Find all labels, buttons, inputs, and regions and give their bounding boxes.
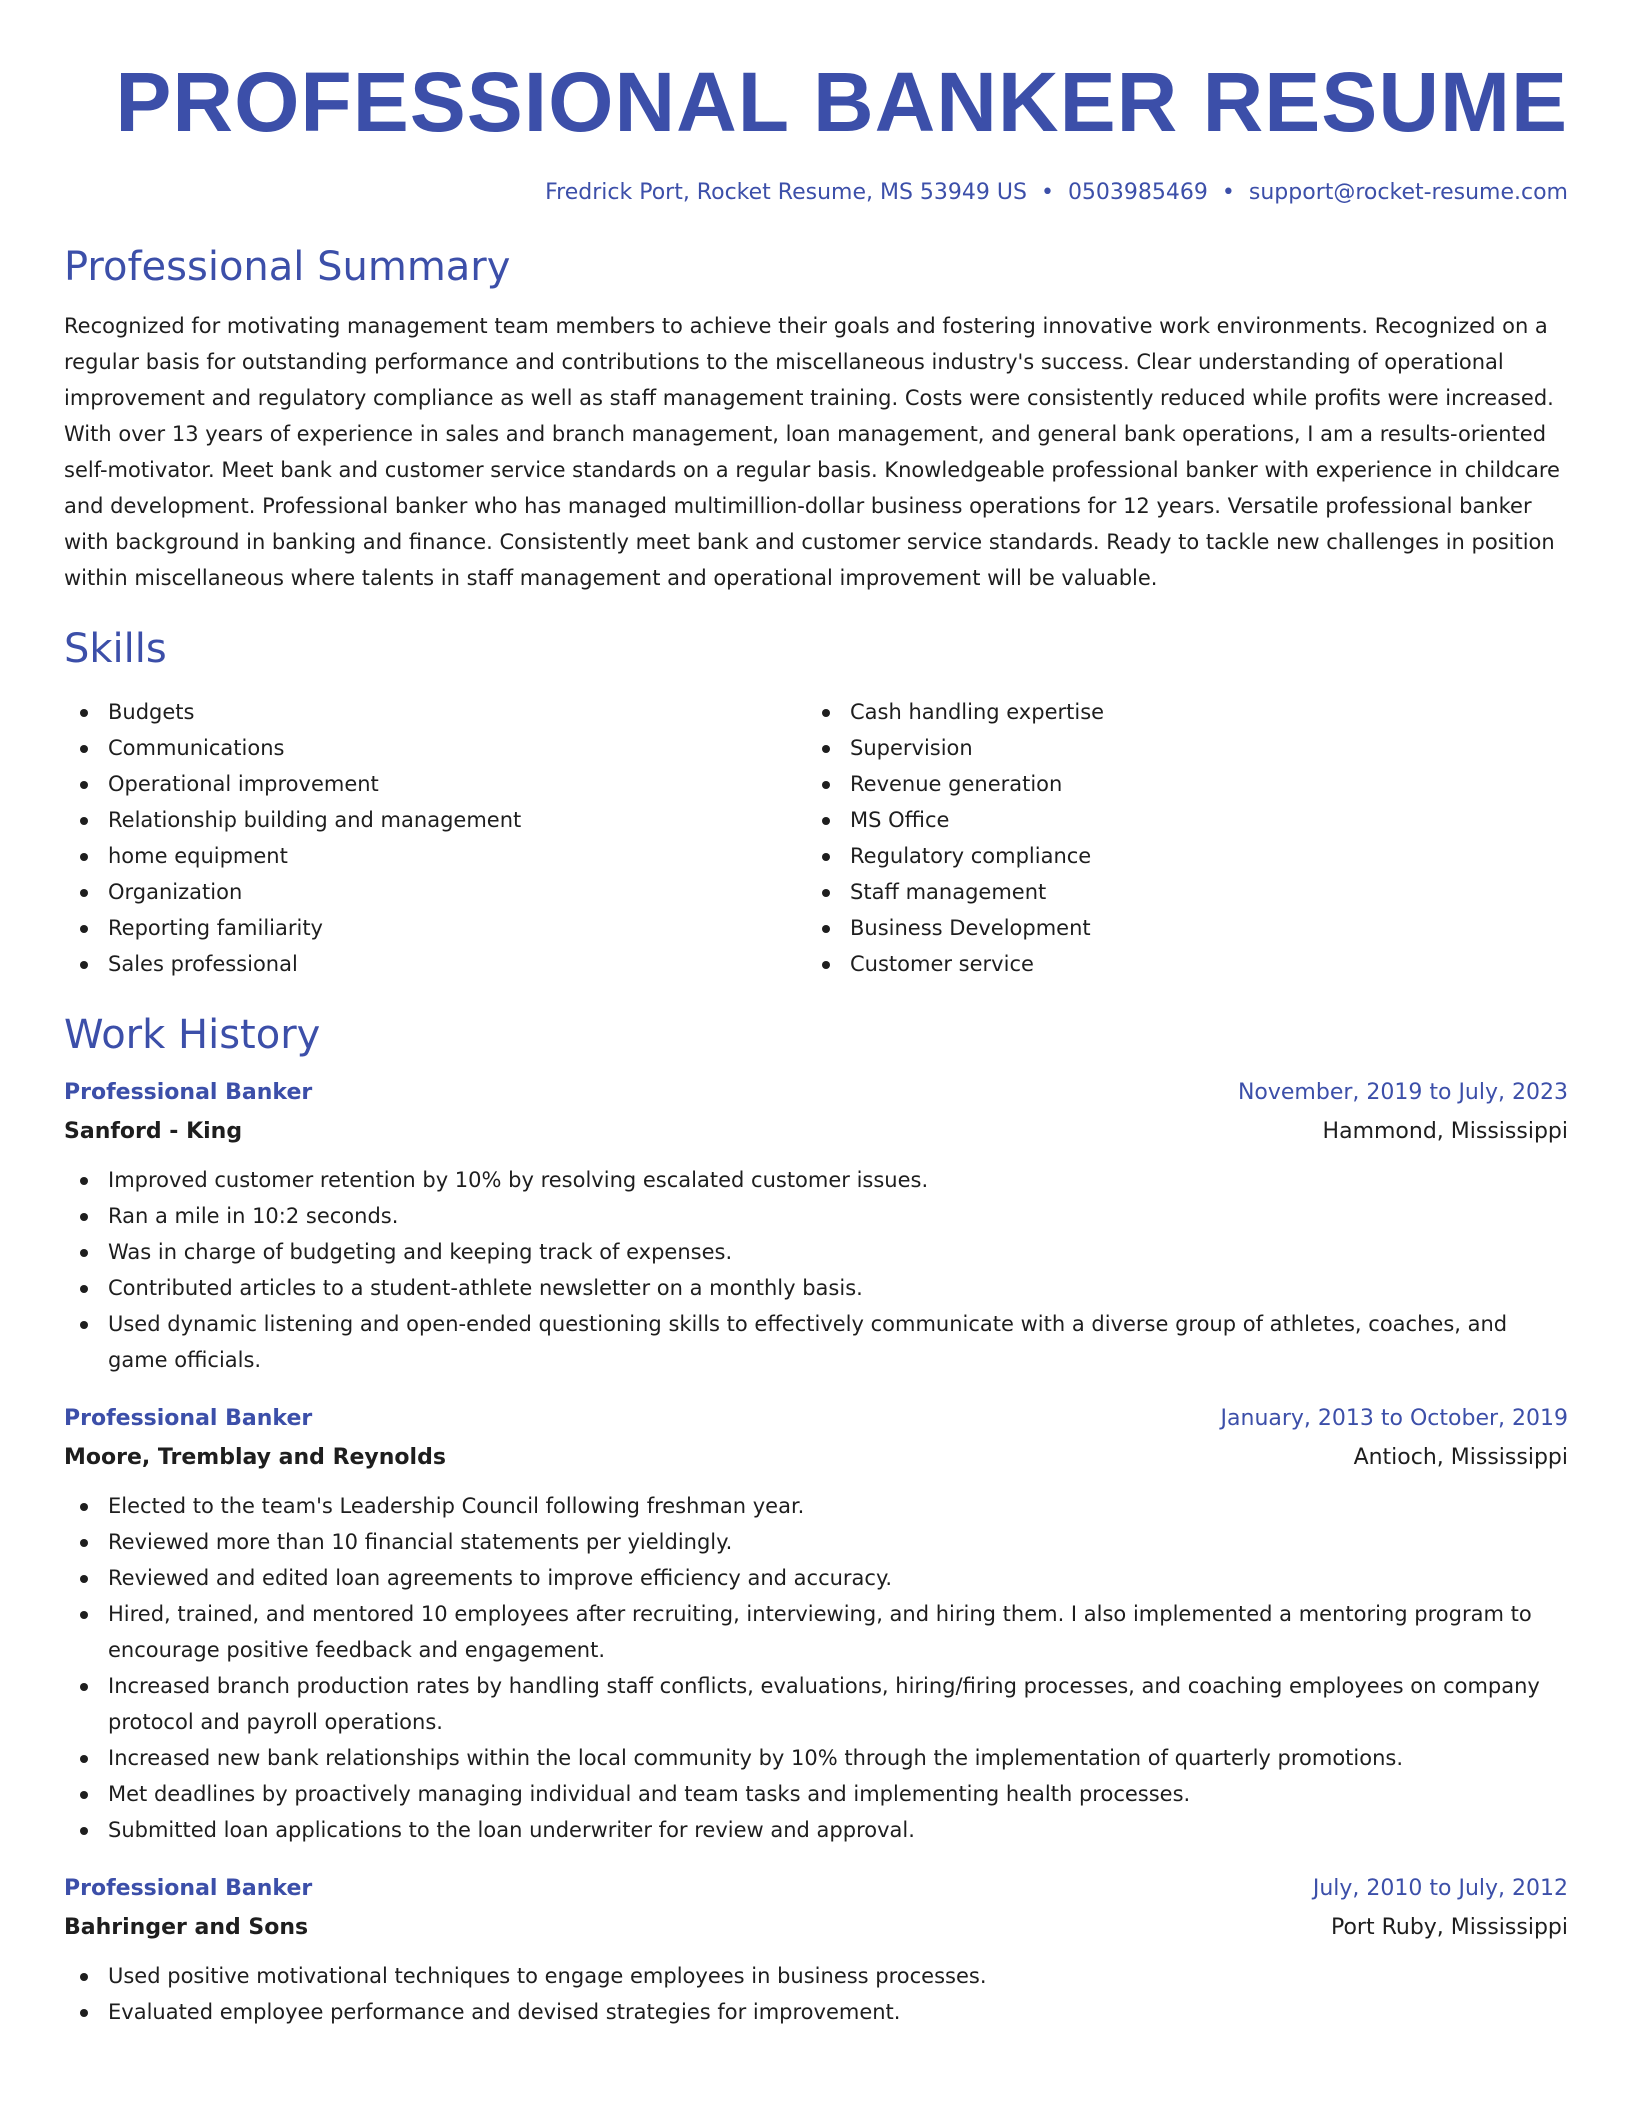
- job-bullet: Used dynamic listening and open-ended questioning skills to effectively communicate with a diverse group of athletes, coaches, and game officials.: [64, 1306, 1568, 1378]
- skill-item: Business Development: [806, 910, 1548, 946]
- job-title: Professional Banker: [64, 1406, 313, 1431]
- skill-item: MS Office: [806, 802, 1548, 838]
- skill-item: Operational improvement: [64, 766, 806, 802]
- job-bullet: Ran a mile in 10:2 seconds.: [64, 1198, 1568, 1234]
- section-title-summary: Professional Summary: [64, 244, 511, 290]
- job-bullet: Was in charge of budgeting and keeping track of expenses.: [64, 1234, 1568, 1270]
- contact-line: [64, 178, 1568, 208]
- job-company: Moore, Tremblay and Reynolds: [64, 1445, 446, 1470]
- job-location: Antioch, Mississippi: [1353, 1445, 1568, 1470]
- skill-item: Revenue generation: [806, 766, 1548, 802]
- contact-separator: •: [1040, 180, 1054, 205]
- job-bullet: Submitted loan applications to the loan underwriter for review and approval.: [64, 1812, 1568, 1848]
- contact-address: Fredrick Port, Rocket Resume, MS 53949 US: [545, 180, 1027, 205]
- job-bullet: Contributed articles to a student-athlete newsletter on a monthly basis.: [64, 1270, 1568, 1306]
- job-entry: [64, 1400, 1568, 1848]
- work-history-section: [64, 1010, 1568, 2030]
- summary-text: Recognized for motivating management team members to achieve their goals and fostering innovative work environments. Recognized on a regular basis for outstanding performance and contributions to the miscellaneous industry's success. Clear understanding of operational improvement and regulatory compliance as well as staff management training. Costs were consistently reduced while profits were increased. With over 13 years of experience in sales and branch management, loan management, and general bank operations, I am a results-oriented self-motivator. Meet bank and customer service standards on a regular basis. Knowledgeable professional banker with experience in childcare and development. Professional banker who has managed multimillion-dollar business operations for 12 years. Versatile professional banker with background in banking and finance. Consistently meet bank and customer service standards. Ready to tackle new challenges in position within miscellaneous where talents in staff management and operational improvement will be valuable.: [64, 314, 1560, 590]
- skill-item: Communications: [64, 730, 806, 766]
- skills-column-left: [64, 694, 806, 982]
- resume-header: [64, 0, 1568, 208]
- resume-title: PROFESSIONAL BANKER RESUME: [115, 55, 1568, 149]
- skill-item: Staff management: [806, 874, 1548, 910]
- skill-item: Supervision: [806, 730, 1548, 766]
- job-dates: July, 2010 to July, 2012: [1312, 1876, 1568, 1901]
- contact-email: support@rocket-resume.com: [1248, 180, 1568, 205]
- job-bullet: Evaluated employee performance and devised strategies for improvement.: [64, 1994, 1568, 2030]
- job-bullet: Improved customer retention by 10% by resolving escalated customer issues.: [64, 1162, 1568, 1198]
- skills-list: [64, 694, 1568, 982]
- skill-item: Organization: [64, 874, 806, 910]
- job-bullet: Elected to the team's Leadership Council following freshman year.: [64, 1488, 1568, 1524]
- skill-item: Sales professional: [64, 946, 806, 982]
- job-location: Hammond, Mississippi: [1322, 1119, 1568, 1144]
- contact-separator: •: [1221, 180, 1235, 205]
- job-location: Port Ruby, Mississippi: [1330, 1915, 1568, 1940]
- section-title-skills: Skills: [64, 626, 167, 672]
- skills-section: [64, 624, 1568, 982]
- job-bullet: Increased new bank relationships within the local community by 10% through the implementation of quarterly promotions.: [64, 1740, 1568, 1776]
- summary-section: [64, 242, 1568, 596]
- resume-page: [64, 0, 1568, 2030]
- skill-item: Budgets: [64, 694, 806, 730]
- job-bullet: Met deadlines by proactively managing individual and team tasks and implementing health processes.: [64, 1776, 1568, 1812]
- job-entry: [64, 1074, 1568, 1378]
- skill-item: Reporting familiarity: [64, 910, 806, 946]
- section-title-work-history: Work History: [64, 1012, 321, 1058]
- job-bullet: Increased branch production rates by handling staff conflicts, evaluations, hiring/firing processes, and coaching employees on company protocol and payroll operations.: [64, 1668, 1568, 1740]
- job-dates: November, 2019 to July, 2023: [1237, 1080, 1568, 1105]
- job-title: Professional Banker: [64, 1080, 313, 1105]
- job-bullets: [64, 1162, 1568, 1378]
- job-company: Sanford - King: [64, 1119, 243, 1144]
- job-dates: January, 2013 to October, 2019: [1220, 1406, 1568, 1431]
- skill-item: home equipment: [64, 838, 806, 874]
- skill-item: Cash handling expertise: [806, 694, 1548, 730]
- skills-column-right: [806, 694, 1548, 982]
- job-entry: [64, 1870, 1568, 2030]
- job-bullet: Reviewed more than 10 financial statements per yieldingly.: [64, 1524, 1568, 1560]
- job-bullet: Reviewed and edited loan agreements to improve efficiency and accuracy.: [64, 1560, 1568, 1596]
- skill-item: Customer service: [806, 946, 1548, 982]
- job-company: Bahringer and Sons: [64, 1915, 309, 1940]
- job-bullets: [64, 1488, 1568, 1848]
- job-bullet: Hired, trained, and mentored 10 employees after recruiting, interviewing, and hiring them. I also implemented a mentoring program to encourage positive feedback and engagement.: [64, 1596, 1568, 1668]
- skill-item: Relationship building and management: [64, 802, 806, 838]
- job-bullet: Used positive motivational techniques to engage employees in business processes.: [64, 1958, 1568, 1994]
- contact-phone: 0503985469: [1067, 180, 1208, 205]
- skill-item: Regulatory compliance: [806, 838, 1548, 874]
- job-title: Professional Banker: [64, 1876, 313, 1901]
- job-bullets: [64, 1958, 1568, 2030]
